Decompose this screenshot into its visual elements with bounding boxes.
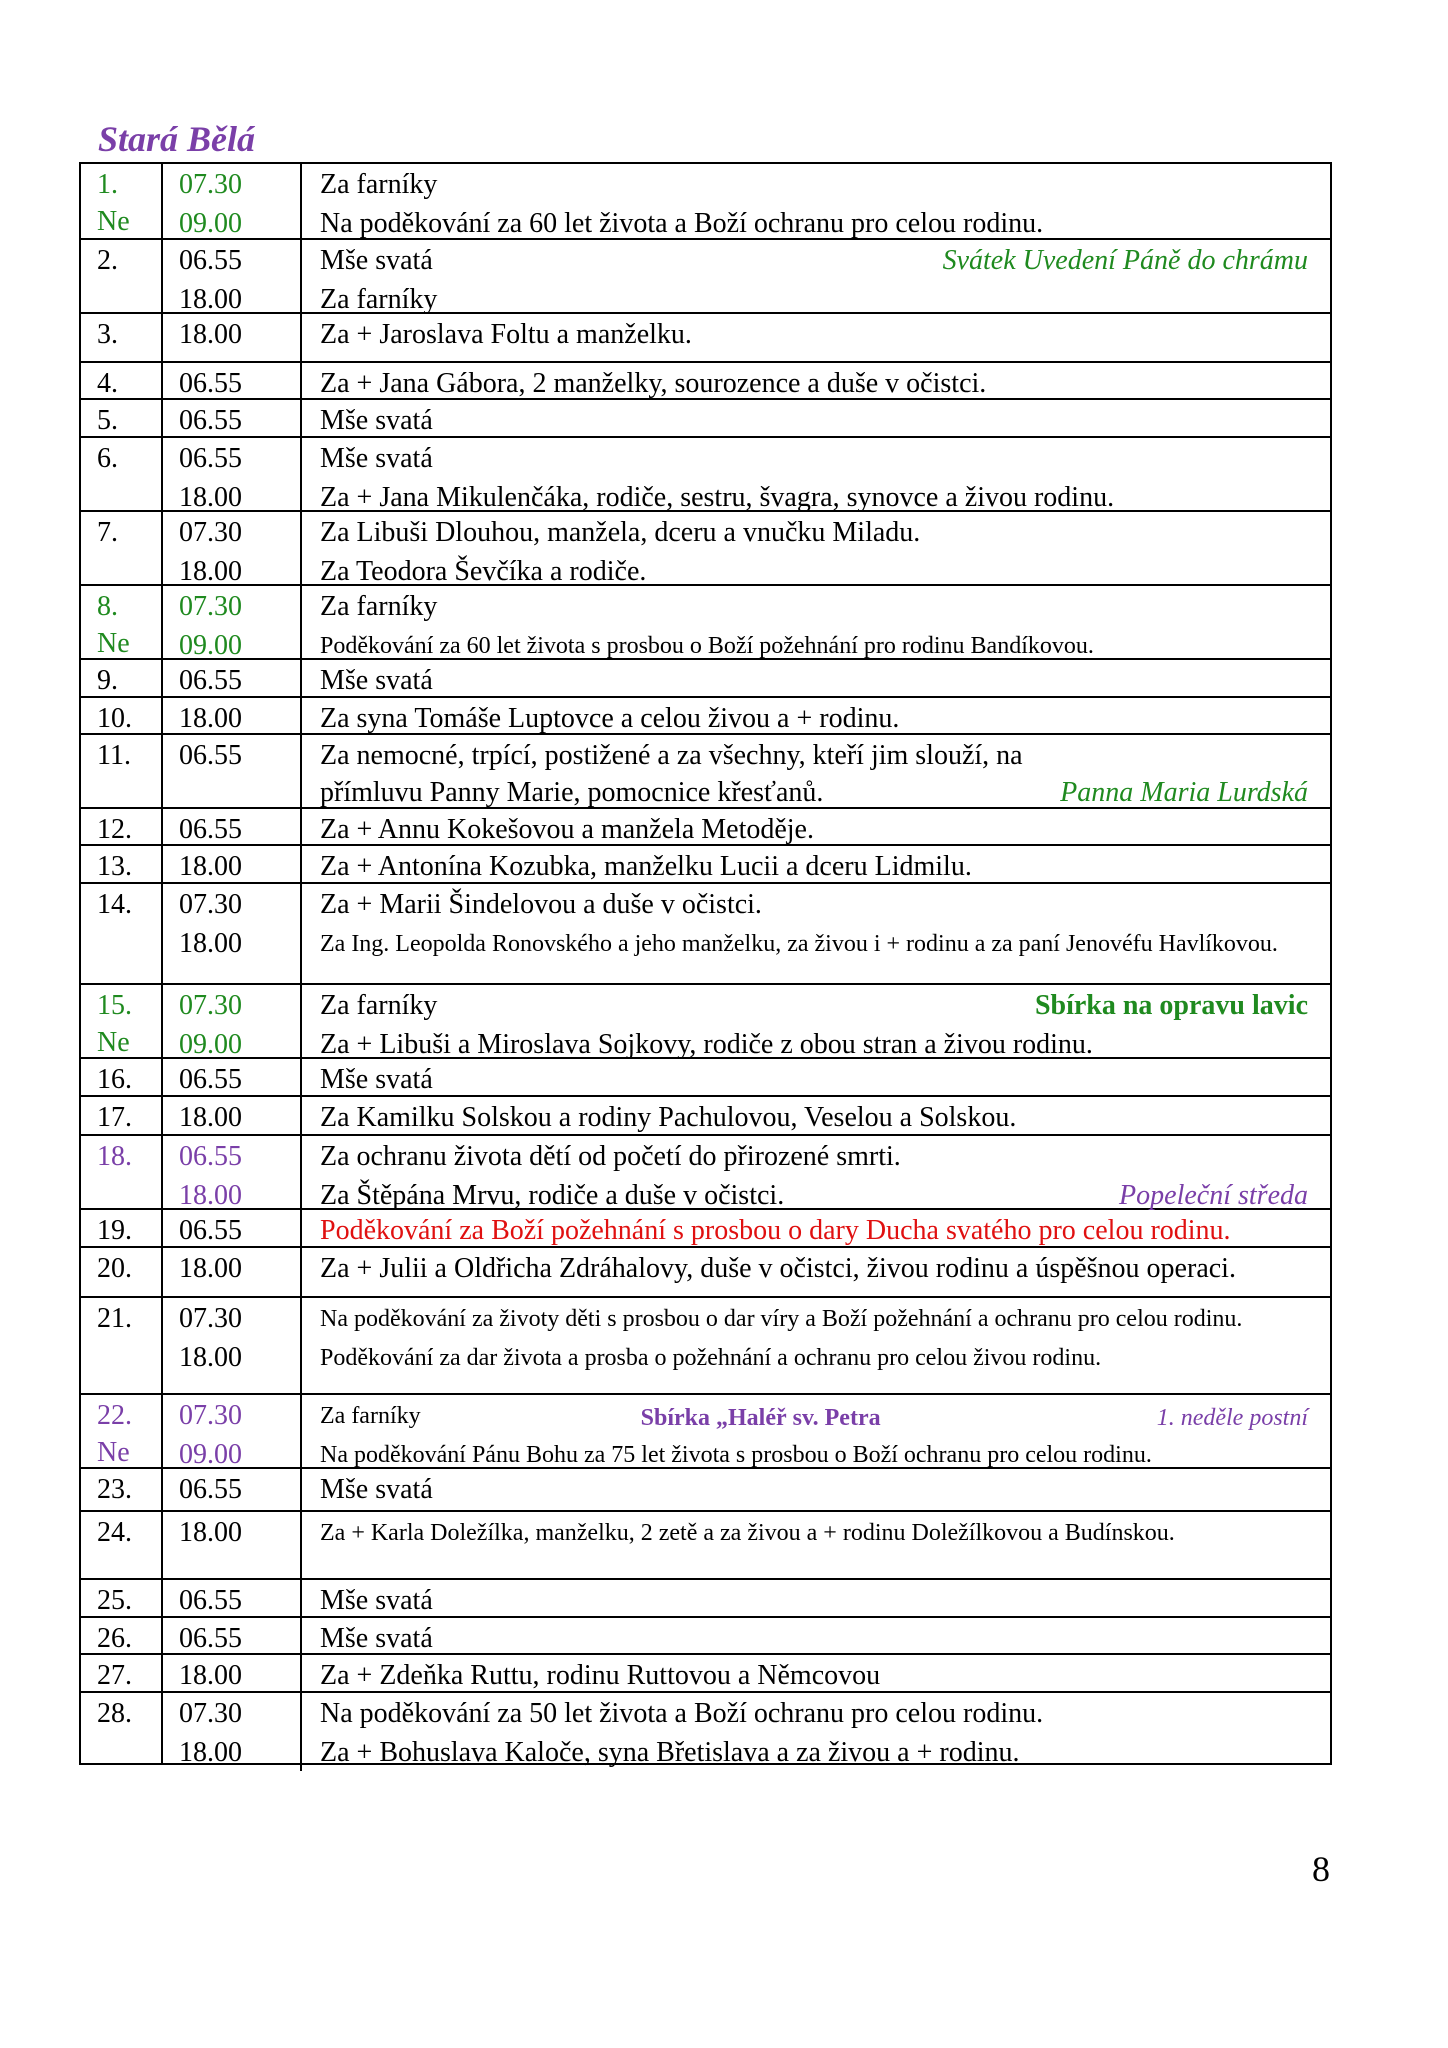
mass-time: 06.55 bbox=[163, 1210, 302, 1249]
intention-text: Mše svatá bbox=[320, 405, 433, 436]
mass-slot bbox=[163, 625, 1330, 664]
mass-slots bbox=[163, 1248, 1330, 1296]
day-number: 14. bbox=[97, 889, 132, 920]
intention-text: Za + Jaroslava Foltu a manželku. bbox=[320, 319, 692, 350]
intention-text: Poděkování za Boží požehnání s prosbou o dary Ducha svatého pro celou rodinu. bbox=[320, 1215, 1231, 1246]
mass-time: 07.30 bbox=[163, 586, 302, 625]
intention-cell bbox=[302, 586, 1330, 625]
mass-time: 06.55 bbox=[163, 400, 302, 439]
intention-cell bbox=[302, 923, 1330, 983]
mass-time: 06.55 bbox=[163, 1469, 302, 1510]
table-row bbox=[81, 1246, 1330, 1296]
mass-time: 09.00 bbox=[163, 203, 302, 242]
mass-slots bbox=[163, 314, 1330, 361]
intention-text: Za + Antonína Kozubka, manželku Lucii a dceru Lidmilu. bbox=[320, 851, 972, 882]
intention-cell bbox=[302, 809, 1330, 848]
mass-slot bbox=[163, 314, 1330, 361]
day-number: 13. bbox=[97, 851, 132, 882]
weekday-label: Ne bbox=[97, 1027, 130, 1058]
mass-slots bbox=[163, 1512, 1330, 1578]
mass-slot bbox=[163, 735, 1330, 811]
table-row bbox=[81, 983, 1330, 1060]
mass-time: 06.55 bbox=[163, 240, 302, 279]
intention-text: Za farníky bbox=[320, 284, 438, 315]
intention-cell bbox=[302, 1395, 1330, 1434]
mass-slots bbox=[163, 1298, 1330, 1393]
mass-time: 07.30 bbox=[163, 1693, 302, 1732]
intention-text: Za Teodora Ševčíka a rodiče. bbox=[320, 556, 647, 587]
intention-cell bbox=[302, 240, 1330, 279]
day-cell bbox=[81, 1210, 163, 1246]
table-row bbox=[81, 1578, 1330, 1616]
mass-slots bbox=[163, 846, 1330, 882]
intention-cell bbox=[302, 512, 1330, 551]
intention-text: Za + Jana Gábora, 2 manželky, sourozence a duše v očistci. bbox=[320, 368, 987, 399]
day-cell bbox=[81, 1395, 163, 1467]
day-cell bbox=[81, 1298, 163, 1393]
day-number: 23. bbox=[97, 1474, 132, 1505]
mass-slots bbox=[163, 985, 1330, 1060]
mass-time: 18.00 bbox=[163, 477, 302, 516]
day-cell bbox=[81, 1059, 163, 1095]
day-cell bbox=[81, 884, 163, 983]
intention-cell bbox=[302, 846, 1330, 885]
day-cell bbox=[81, 512, 163, 584]
mass-slot bbox=[163, 586, 1330, 625]
day-cell bbox=[81, 1136, 163, 1208]
liturgical-note: Sbírka na opravu lavic bbox=[1034, 990, 1308, 1021]
weekday-label: Ne bbox=[97, 206, 130, 237]
table-row bbox=[81, 882, 1330, 983]
intention-cell bbox=[302, 735, 1330, 811]
table-row bbox=[81, 510, 1330, 587]
table-row bbox=[81, 584, 1330, 661]
mass-slots bbox=[163, 1580, 1330, 1616]
mass-time: 06.55 bbox=[163, 1618, 302, 1657]
intention-cell bbox=[302, 1732, 1330, 1771]
mass-time: 06.55 bbox=[163, 438, 302, 477]
mass-slots bbox=[163, 1693, 1330, 1768]
day-number: 3. bbox=[97, 319, 118, 350]
mass-slot bbox=[163, 1469, 1330, 1510]
mass-time: 09.00 bbox=[163, 1434, 302, 1473]
day-number: 9. bbox=[97, 665, 118, 696]
intention-cell bbox=[302, 1512, 1330, 1578]
mass-slots bbox=[163, 1059, 1330, 1095]
intention-cell bbox=[302, 400, 1330, 439]
mass-slots bbox=[163, 660, 1330, 696]
intention-cell bbox=[302, 1248, 1330, 1296]
mass-time: 07.30 bbox=[163, 1298, 302, 1337]
intention-cell bbox=[302, 314, 1330, 361]
intention-text: Za Libuši Dlouhou, manžela, dceru a vnučku Miladu. bbox=[320, 517, 921, 548]
day-number: 7. bbox=[97, 517, 118, 548]
intention-cell bbox=[302, 985, 1330, 1024]
mass-time: 18.00 bbox=[163, 698, 302, 737]
table-row bbox=[81, 1467, 1330, 1510]
mass-slots bbox=[163, 586, 1330, 661]
intention-text: Na poděkování za životy děti s prosbou o dar víry a Boží požehnání a ochranu pro celou rodinu. bbox=[320, 1306, 1243, 1332]
mass-slots bbox=[163, 363, 1330, 398]
day-cell bbox=[81, 660, 163, 696]
intention-text: Za Štěpána Mrvu, rodiče a duše v očistci. bbox=[320, 1180, 785, 1211]
mass-slot bbox=[163, 512, 1330, 551]
intention-cell bbox=[302, 1434, 1330, 1473]
intention-cell bbox=[302, 438, 1330, 477]
intention-cell bbox=[302, 625, 1330, 664]
mass-time: 18.00 bbox=[163, 1732, 302, 1771]
mass-time: 18.00 bbox=[163, 1097, 302, 1136]
day-number: 17. bbox=[97, 1102, 132, 1133]
day-cell bbox=[81, 1655, 163, 1691]
mass-slot bbox=[163, 400, 1330, 439]
mass-slots bbox=[163, 1210, 1330, 1246]
intention-text: Mše svatá bbox=[320, 1064, 433, 1095]
intention-cell bbox=[302, 1059, 1330, 1098]
mass-slot bbox=[163, 846, 1330, 885]
mass-time: 07.30 bbox=[163, 884, 302, 923]
day-number: 28. bbox=[97, 1698, 132, 1729]
intention-cell bbox=[302, 1469, 1330, 1510]
mass-slot bbox=[163, 1732, 1330, 1771]
table-row bbox=[81, 1057, 1330, 1095]
mass-slots bbox=[163, 1618, 1330, 1653]
day-number: 22. bbox=[97, 1400, 132, 1431]
intention-cell bbox=[302, 1136, 1330, 1175]
intention-text: Za farníky bbox=[320, 1403, 421, 1429]
mass-time: 06.55 bbox=[163, 809, 302, 848]
day-cell bbox=[81, 1469, 163, 1510]
intention-cell bbox=[302, 1298, 1330, 1337]
day-number: 18. bbox=[97, 1141, 132, 1172]
day-number: 11. bbox=[97, 740, 131, 771]
intention-text: Mše svatá bbox=[320, 1623, 433, 1654]
intention-text: Za Ing. Leopolda Ronovského a jeho manželku, za živou i + rodinu a za paní Jenovéfu Havlíkovou. bbox=[320, 931, 1278, 957]
mass-slots bbox=[163, 512, 1330, 587]
mass-slots bbox=[163, 438, 1330, 513]
mass-time: 06.55 bbox=[163, 1136, 302, 1175]
mass-slot bbox=[163, 1434, 1330, 1473]
mass-slots bbox=[163, 400, 1330, 436]
intention-text bbox=[320, 737, 1308, 811]
table-row bbox=[81, 696, 1330, 733]
liturgical-note: Svátek Uvedení Páně do chrámu bbox=[942, 245, 1308, 276]
intention-text: Za nemocné, trpící, postižené a za všechny, kteří jim slouží, na přímluvu Panny Marie, pomocnice křesťanů. bbox=[320, 740, 1023, 808]
day-number: 6. bbox=[97, 443, 118, 474]
intention-cell bbox=[302, 698, 1330, 737]
mass-time: 18.00 bbox=[163, 1248, 302, 1296]
day-number: 8. bbox=[97, 591, 118, 622]
table-row bbox=[81, 733, 1330, 807]
mass-slots bbox=[163, 1655, 1330, 1691]
mass-slot bbox=[163, 1248, 1330, 1296]
mass-slot bbox=[163, 1395, 1330, 1434]
intention-cell bbox=[302, 1655, 1330, 1694]
day-cell bbox=[81, 1580, 163, 1616]
mass-time: 06.55 bbox=[163, 1580, 302, 1619]
mass-time: 18.00 bbox=[163, 551, 302, 590]
mass-slot bbox=[163, 279, 1330, 318]
liturgical-note: 1. neděle postní bbox=[1156, 1405, 1308, 1431]
day-cell bbox=[81, 1693, 163, 1763]
day-cell bbox=[81, 985, 163, 1057]
intention-text: Mše svatá bbox=[320, 245, 433, 276]
intention-cell bbox=[302, 164, 1330, 203]
day-cell bbox=[81, 363, 163, 398]
day-number: 21. bbox=[97, 1303, 132, 1334]
mass-slot bbox=[163, 363, 1330, 402]
mass-slot bbox=[163, 203, 1330, 242]
collection-note: Sbírka „Haléř sv. Petra bbox=[640, 1405, 881, 1431]
mass-time: 09.00 bbox=[163, 1024, 302, 1063]
intention-cell bbox=[302, 279, 1330, 318]
weekday-label: Ne bbox=[97, 628, 130, 659]
table-row bbox=[81, 1616, 1330, 1653]
table-row bbox=[81, 1510, 1330, 1578]
mass-time: 18.00 bbox=[163, 1337, 302, 1393]
mass-slot bbox=[163, 1136, 1330, 1175]
mass-schedule-table bbox=[79, 162, 1332, 1768]
intention-cell bbox=[302, 660, 1330, 699]
mass-slot bbox=[163, 985, 1330, 1024]
table-row bbox=[81, 361, 1330, 398]
intention-text: Za Kamilku Solskou a rodiny Pachulovou, Veselou a Solskou. bbox=[320, 1102, 1017, 1133]
weekday-label: Ne bbox=[97, 1437, 130, 1468]
day-number: 4. bbox=[97, 368, 118, 399]
intention-text: Za + Karla Doležílka, manželku, 2 zetě a za živou a + rodinu Doležílkovou a Budínskou. bbox=[320, 1520, 1175, 1546]
mass-time: 07.30 bbox=[163, 164, 302, 203]
mass-time: 06.55 bbox=[163, 660, 302, 699]
mass-slot bbox=[163, 660, 1330, 699]
intention-text: Mše svatá bbox=[320, 443, 433, 474]
day-number: 27. bbox=[97, 1660, 132, 1691]
intention-text: Za farníky bbox=[320, 169, 438, 200]
day-cell bbox=[81, 1512, 163, 1578]
day-number: 26. bbox=[97, 1623, 132, 1654]
day-cell bbox=[81, 1618, 163, 1653]
intention-cell bbox=[302, 477, 1330, 516]
page-title: Stará Bělá bbox=[98, 119, 256, 159]
intention-text: Za + Libuši a Miroslava Sojkovy, rodiče z obou stran a živou rodinu. bbox=[320, 1029, 1093, 1060]
mass-slot bbox=[163, 923, 1330, 983]
day-number: 25. bbox=[97, 1585, 132, 1616]
day-cell bbox=[81, 586, 163, 658]
mass-slots bbox=[163, 1395, 1330, 1470]
intention-text: Mše svatá bbox=[320, 1585, 433, 1616]
intention-cell bbox=[302, 551, 1330, 590]
table-row bbox=[81, 312, 1330, 361]
table-row bbox=[81, 164, 1330, 238]
table-row bbox=[81, 1095, 1330, 1134]
mass-slot bbox=[163, 164, 1330, 203]
day-cell bbox=[81, 735, 163, 807]
mass-time: 18.00 bbox=[163, 846, 302, 885]
table-row bbox=[81, 436, 1330, 513]
table-row bbox=[81, 658, 1330, 696]
intention-text: Za ochranu života dětí od početí do přirozené smrti. bbox=[320, 1141, 901, 1172]
intention-text: Mše svatá bbox=[320, 1474, 433, 1505]
intention-cell bbox=[302, 1175, 1330, 1214]
mass-time: 18.00 bbox=[163, 1175, 302, 1214]
mass-time: 09.00 bbox=[163, 625, 302, 664]
day-cell bbox=[81, 164, 163, 238]
intention-cell bbox=[302, 884, 1330, 923]
mass-slot bbox=[163, 1298, 1330, 1337]
table-row bbox=[81, 807, 1330, 844]
intention-cell bbox=[302, 1618, 1330, 1657]
mass-time: 06.55 bbox=[163, 1059, 302, 1098]
liturgical-note: Popeleční středa bbox=[1119, 1180, 1308, 1211]
mass-slots bbox=[163, 884, 1330, 983]
mass-slot bbox=[163, 809, 1330, 848]
mass-time: 06.55 bbox=[163, 735, 302, 811]
intention-text: Za + Julii a Oldřicha Zdráhalovy, duše v očistci, živou rodinu a úspěšnou operaci. bbox=[320, 1253, 1236, 1284]
mass-slot bbox=[163, 1175, 1330, 1214]
mass-time: 07.30 bbox=[163, 512, 302, 551]
mass-slot bbox=[163, 1097, 1330, 1136]
intention-text: Za farníky bbox=[320, 990, 438, 1021]
mass-slots bbox=[163, 1097, 1330, 1134]
mass-slot bbox=[163, 884, 1330, 923]
day-number: 12. bbox=[97, 814, 132, 845]
day-cell bbox=[81, 1248, 163, 1296]
mass-time: 18.00 bbox=[163, 1655, 302, 1694]
intention-cell bbox=[302, 1210, 1330, 1249]
day-cell bbox=[81, 698, 163, 733]
mass-time: 07.30 bbox=[163, 1395, 302, 1434]
day-cell bbox=[81, 809, 163, 844]
day-cell bbox=[81, 438, 163, 510]
intention-text: Za + Annu Kokešovou a manžela Metoděje. bbox=[320, 814, 814, 845]
mass-slot bbox=[163, 1655, 1330, 1694]
mass-slot bbox=[163, 1512, 1330, 1578]
page-number: 8 bbox=[1312, 1849, 1330, 1889]
day-cell bbox=[81, 240, 163, 312]
table-row bbox=[81, 844, 1330, 882]
mass-slots bbox=[163, 735, 1330, 807]
day-number: 24. bbox=[97, 1517, 132, 1548]
day-number: 16. bbox=[97, 1064, 132, 1095]
table-row bbox=[81, 1653, 1330, 1691]
mass-slots bbox=[163, 809, 1330, 844]
intention-text: Za + Marii Šindelovou a duše v očistci. bbox=[320, 889, 762, 920]
mass-slot bbox=[163, 1337, 1330, 1393]
mass-slot bbox=[163, 1024, 1330, 1063]
table-row bbox=[81, 238, 1330, 315]
intention-cell bbox=[302, 1580, 1330, 1619]
mass-slot bbox=[163, 1618, 1330, 1657]
mass-slot bbox=[163, 698, 1330, 737]
intention-text: Za + Bohuslava Kaloče, syna Břetislava a za živou a + rodinu. bbox=[320, 1737, 1020, 1768]
day-cell bbox=[81, 314, 163, 361]
liturgical-note: Panna Maria Lurdská bbox=[1060, 777, 1308, 808]
intention-text: Na poděkování za 60 let života a Boží ochranu pro celou rodinu. bbox=[320, 208, 1044, 239]
intention-text: Za + Jana Mikulenčáka, rodiče, sestru, švagra, synovce a živou rodinu. bbox=[320, 482, 1115, 513]
table-row bbox=[81, 1691, 1330, 1768]
intention-cell bbox=[302, 1097, 1330, 1136]
intention-cell bbox=[302, 363, 1330, 402]
mass-slot bbox=[163, 1210, 1330, 1249]
intention-text: Na poděkování Pánu Bohu za 75 let života s prosbou o Boží ochranu pro celou rodinu. bbox=[320, 1442, 1152, 1468]
mass-slot bbox=[163, 551, 1330, 590]
intention-text: Poděkování za 60 let života s prosbou o Boží požehnání pro rodinu Bandíkovou. bbox=[320, 633, 1094, 659]
mass-slot bbox=[163, 1693, 1330, 1732]
mass-slots bbox=[163, 240, 1330, 315]
mass-time: 18.00 bbox=[163, 923, 302, 983]
intention-cell bbox=[302, 203, 1330, 242]
mass-slots bbox=[163, 698, 1330, 733]
day-cell bbox=[81, 846, 163, 882]
mass-slots bbox=[163, 164, 1330, 238]
day-number: 2. bbox=[97, 245, 118, 276]
intention-text: Na poděkování za 50 let života a Boží ochranu pro celou rodinu. bbox=[320, 1698, 1044, 1729]
day-number: 20. bbox=[97, 1253, 132, 1284]
intention-text: Za + Zdeňka Ruttu, rodinu Ruttovou a Němcovou bbox=[320, 1660, 881, 1691]
table-row bbox=[81, 1208, 1330, 1246]
mass-time: 18.00 bbox=[163, 1512, 302, 1578]
mass-slot bbox=[163, 438, 1330, 477]
day-cell bbox=[81, 400, 163, 436]
day-number: 5. bbox=[97, 405, 118, 436]
intention-text: Za syna Tomáše Luptovce a celou živou a + rodinu. bbox=[320, 703, 900, 734]
mass-time: 18.00 bbox=[163, 314, 302, 361]
mass-time: 06.55 bbox=[163, 363, 302, 402]
day-number: 19. bbox=[97, 1215, 132, 1246]
day-number: 15. bbox=[97, 990, 132, 1021]
intention-cell bbox=[302, 1024, 1330, 1063]
intention-cell bbox=[302, 1337, 1330, 1393]
day-cell bbox=[81, 1097, 163, 1134]
intention-text: Za farníky bbox=[320, 591, 438, 622]
mass-slot bbox=[163, 1580, 1330, 1619]
mass-time: 07.30 bbox=[163, 985, 302, 1024]
table-row bbox=[81, 1296, 1330, 1393]
day-number: 10. bbox=[97, 703, 132, 734]
intention-text: Mše svatá bbox=[320, 665, 433, 696]
mass-slot bbox=[163, 1059, 1330, 1098]
day-number: 1. bbox=[97, 169, 118, 200]
intention-text: Poděkování za dar života a prosba o požehnání a ochranu pro celou živou rodinu. bbox=[320, 1345, 1102, 1371]
mass-slot bbox=[163, 240, 1330, 279]
mass-slots bbox=[163, 1136, 1330, 1211]
mass-slots bbox=[163, 1469, 1330, 1510]
table-row bbox=[81, 398, 1330, 436]
table-row bbox=[81, 1134, 1330, 1211]
mass-time: 18.00 bbox=[163, 279, 302, 318]
mass-slot bbox=[163, 477, 1330, 516]
intention-cell bbox=[302, 1693, 1330, 1732]
table-row bbox=[81, 1393, 1330, 1470]
